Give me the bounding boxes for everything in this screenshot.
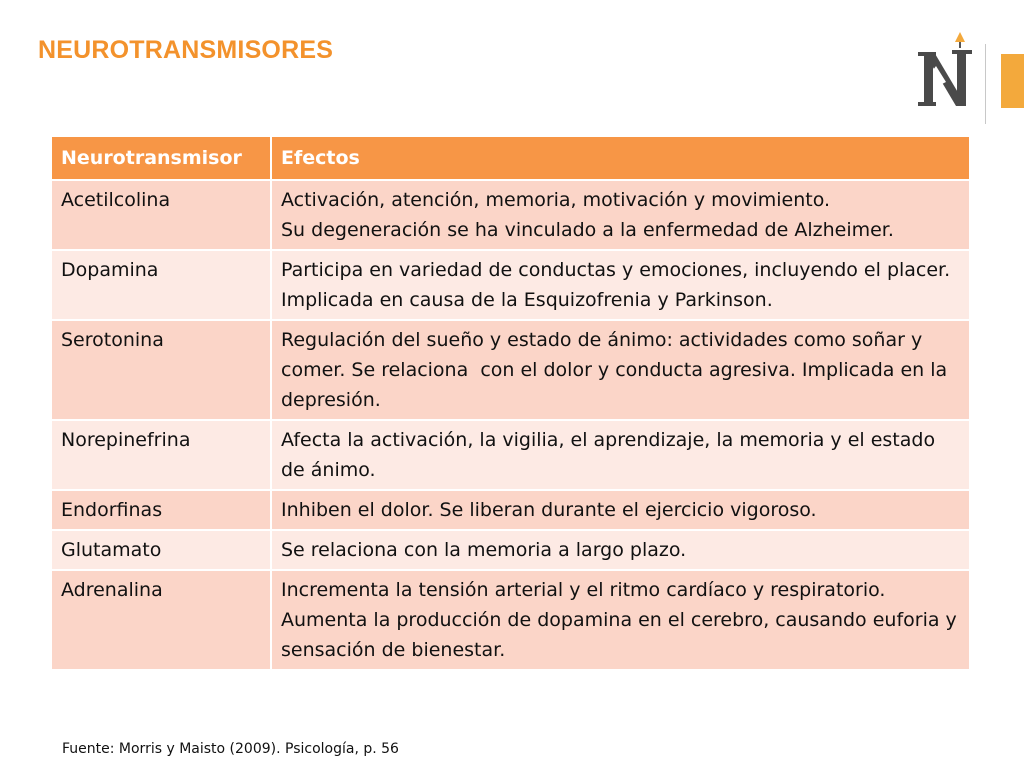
table-row — [51, 420, 970, 490]
table-row — [51, 530, 970, 570]
effects-text: Incrementa la tensión arterial y el ritmo cardíaco y respiratorio. — [281, 579, 886, 601]
effects-cell — [271, 180, 970, 250]
table-row — [51, 250, 970, 320]
effects-text: Activación, atención, memoria, motivación y movimiento. — [281, 189, 831, 211]
n-logo-icon — [916, 30, 976, 110]
table-row — [51, 570, 970, 670]
divider-line — [985, 44, 986, 124]
table-row — [51, 490, 970, 530]
source-citation: Fuente: Morris y Maisto (2009). Psicología, p. 56 — [62, 741, 399, 757]
effects-text: Su degeneración se ha vinculado a la enfermedad de Alzheimer. — [281, 219, 894, 241]
effects-text: Inhiben el dolor. Se liberan durante el ejercicio vigoroso. — [281, 499, 817, 521]
slide-title: NEUROTRANSMISORES — [38, 36, 334, 64]
table-row — [51, 180, 970, 250]
effects-text: Aumenta la producción de dopamina en el cerebro, causando euforia y sensación de bienestar. — [281, 609, 957, 661]
effects-cell — [271, 250, 970, 320]
effects-cell — [271, 570, 970, 670]
effects-text: Afecta la activación, la vigilia, el aprendizaje, la memoria y el estado de ánimo. — [281, 429, 936, 481]
neurotransmitter-name: Norepinefrina — [51, 420, 271, 490]
effects-text: Participa en variedad de conductas y emociones, incluyendo el placer. Implicada en causa de la Esquizofrenia y Parkinson. — [281, 259, 951, 311]
effects-text: Regulación del sueño y estado de ánimo: actividades como soñar y comer. Se relaciona con el dolor y conducta agresiva. Implicada en la depresión. — [281, 329, 954, 411]
effects-text: Se relaciona con la memoria a largo plazo. — [281, 539, 687, 561]
neurotransmitter-name: Serotonina — [51, 320, 271, 420]
column-header-effects: Efectos — [271, 136, 970, 180]
neurotransmitter-name: Acetilcolina — [51, 180, 271, 250]
neurotransmitter-name: Endorfinas — [51, 490, 271, 530]
effects-cell — [271, 530, 970, 570]
column-header-neurotransmitter: Neurotransmisor — [51, 136, 271, 180]
neurotransmitter-name: Adrenalina — [51, 570, 271, 670]
effects-cell — [271, 320, 970, 420]
effects-cell — [271, 490, 970, 530]
neurotransmitter-name: Dopamina — [51, 250, 271, 320]
neurotransmitter-name: Glutamato — [51, 530, 271, 570]
table-row — [51, 320, 970, 420]
neurotransmitters-table — [50, 135, 971, 671]
accent-bar — [1001, 54, 1024, 108]
table-header-row — [51, 136, 970, 180]
effects-cell — [271, 420, 970, 490]
